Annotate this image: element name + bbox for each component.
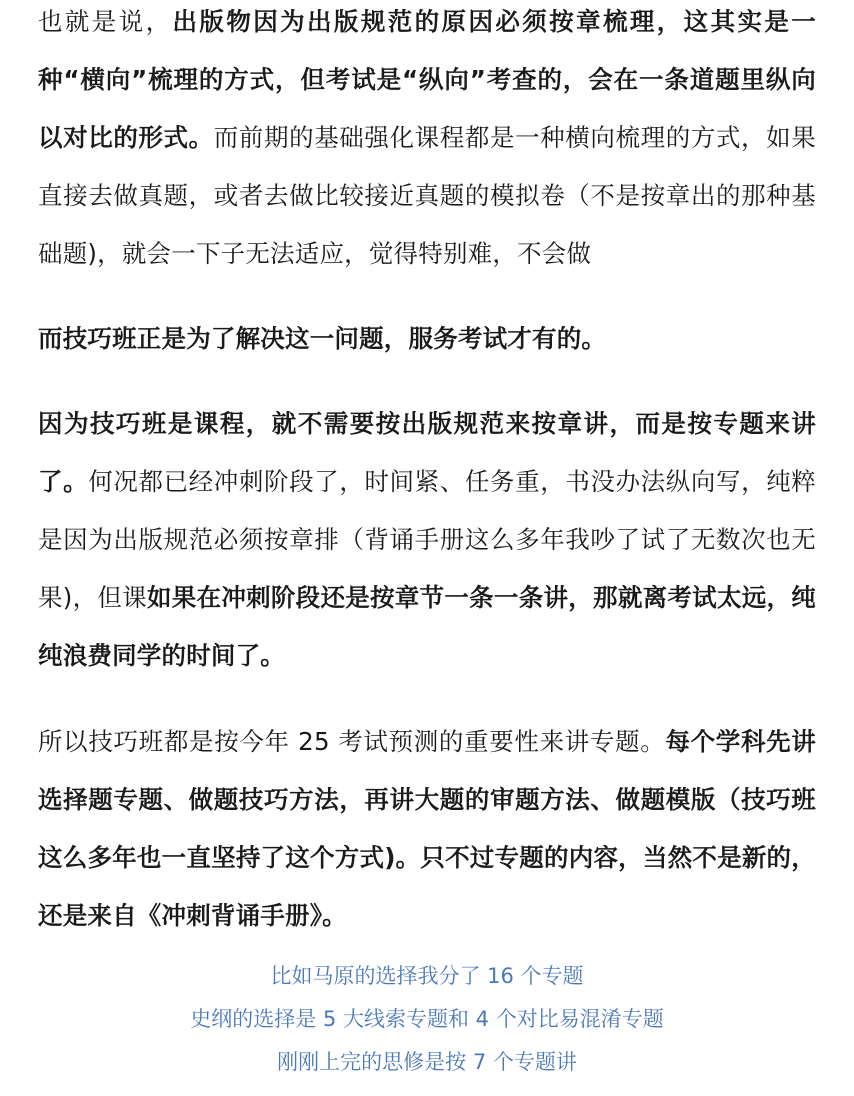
caption-line: 史纲的选择是 5 大线索专题和 4 个对比易混淆专题 bbox=[190, 1007, 664, 1031]
text-run: 何况都已经冲刺阶段了，时间紧、任务重，书没办法纵向写，纯粹是因为出版规范必须按章排（背诵手册这么多年我吵了试了无数次也无果)，但课 bbox=[38, 467, 817, 612]
text-run-bold: 每个学科先讲选择题专题、做题技巧方法，再讲大题的审题方法、做题模版（技巧班这么多年也一直坚持了这个方式)。只不过专题的内容，当然不是新的，还是来自《冲刺背诵手册》。 bbox=[38, 727, 816, 930]
paragraph-spacer bbox=[38, 283, 816, 310]
text-run: 而前期的基础强化课程都是一种横向梳理的方式，如果直接去做真题，或者去做比较接近真题的模拟卷（不是按章出的那种基础题)，就会一下子无法适应，觉得特别难，不会做 bbox=[38, 123, 816, 268]
paragraph-2 bbox=[38, 310, 816, 368]
text-run-bold: 如果在冲刺阶段还是按章节一条一条讲，那就离考试太远，纯纯浪费同学的时间了。 bbox=[38, 583, 816, 670]
caption-line: 比如马原的选择我分了 16 个专题 bbox=[270, 964, 584, 988]
paragraph-3 bbox=[38, 395, 816, 685]
text-run-bold: 因为技巧班是课程，就不需要按出版规范来按章讲，而是按专题来讲了。 bbox=[38, 409, 816, 496]
article-body bbox=[38, 0, 816, 945]
text-run-bold: 而技巧班正是为了解决这一问题，服务考试才有的。 bbox=[38, 324, 607, 353]
caption-list bbox=[0, 955, 854, 1084]
paragraph-4 bbox=[38, 713, 816, 945]
text-run: 所以技巧班都是按今年 25 考试预测的重要性来讲专题。 bbox=[38, 727, 666, 756]
text-run: 也就是说， bbox=[38, 7, 173, 36]
paragraph-1 bbox=[38, 0, 816, 283]
paragraph-spacer bbox=[38, 685, 816, 713]
paragraph-spacer bbox=[38, 368, 816, 395]
caption-line: 刚刚上完的思修是按 7 个专题讲 bbox=[277, 1050, 577, 1074]
text-run-bold: 出版物因为出版规范的原因必须按章梳理，这其实是一种“横向”梳理的方式，但考试是“纵向”考查的，会在一条道题里纵向以对比的形式。 bbox=[38, 7, 816, 152]
